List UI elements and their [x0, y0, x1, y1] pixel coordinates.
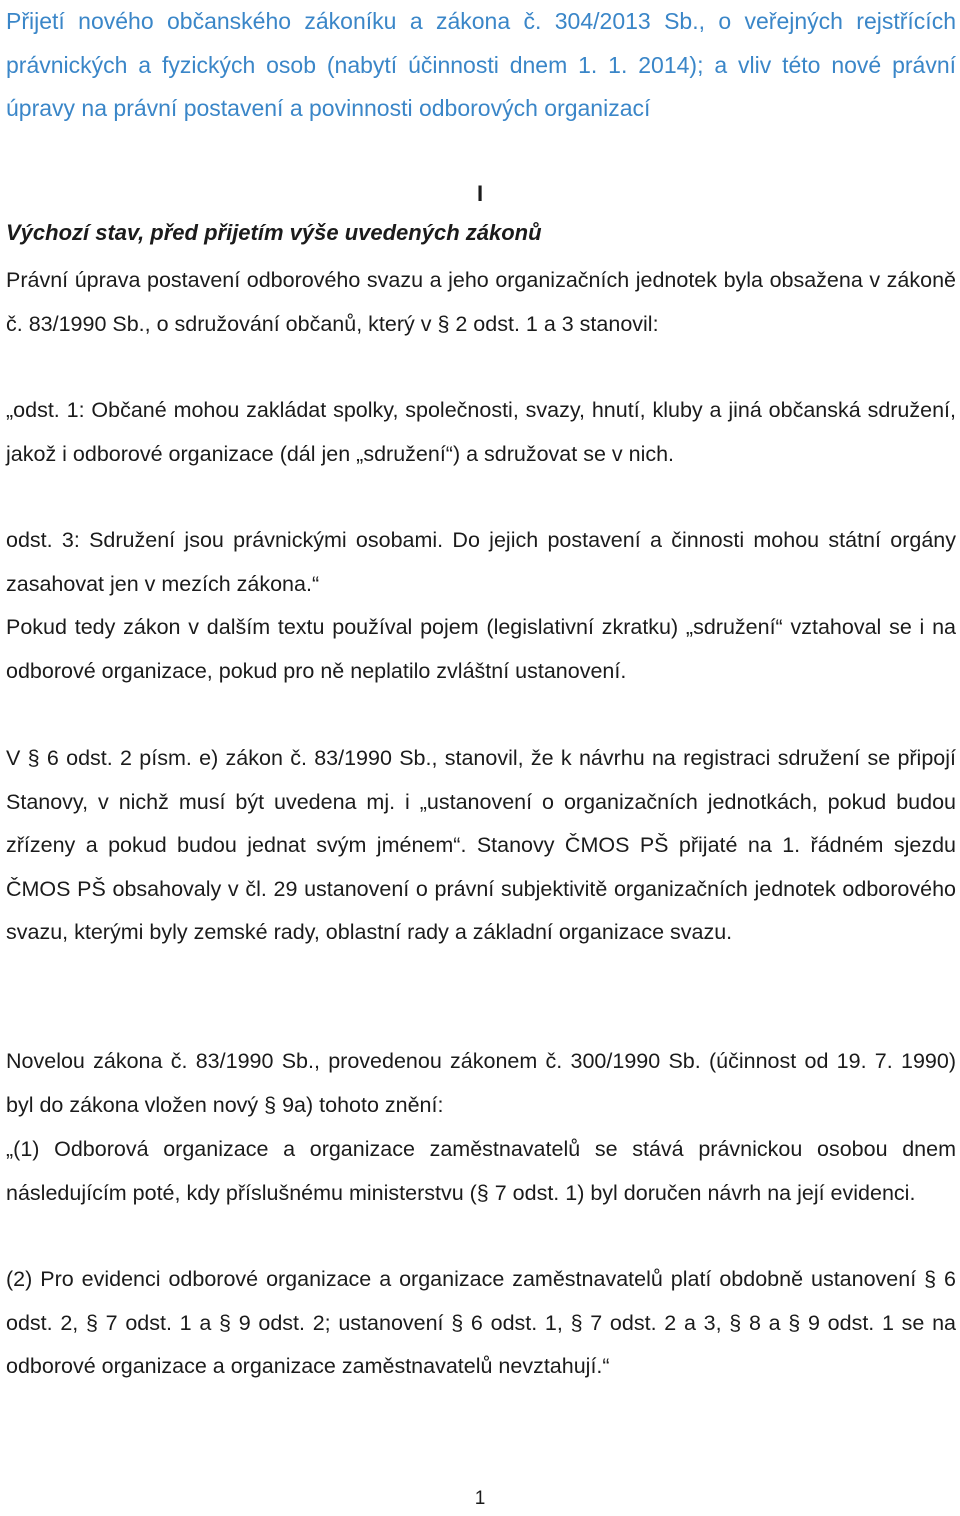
paragraph-quote-9a-2: (2) Pro evidenci odborové organizace a organizace zaměstnavatelů platí obdobně ustanovení § 6 odst. 2, § 7 odst. 1 a § 9 odst. 2; ustanovení § 6 odst. 1, § 7 odst. 2 a 3, § 8 a § 9 odst. 1 se na odborové organizace a organizace zaměstnavatelů nevztahují.“	[6, 1267, 956, 1378]
paragraph-quote-9a-1: „(1) Odborová organizace a organizace zaměstnavatelů se stává právnickou osobou dnem následujícím poté, kdy příslušnému ministerstvu (§ 7 odst. 1) byl doručen návrh na její evidenci.	[6, 1137, 956, 1205]
paragraph-legislative-abbreviation: Pokud tedy zákon v dalším textu používal pojem (legislativní zkratku) „sdružení“ vztahoval se i na odborové organizace, pokud pro ně neplatilo zvláštní ustanovení.	[6, 615, 956, 683]
section-number: I	[476, 181, 484, 206]
paragraph-quote-odst-1: „odst. 1: Občané mohou zakládat spolky, společnosti, svazy, hnutí, kluby a jiná občanská sdružení, jakož i odborové organizace (dál jen „sdružení“) a sdružovat se v nich.	[6, 398, 956, 466]
paragraph-registration: V § 6 odst. 2 písm. e) zákon č. 83/1990 Sb., stanovil, že k návrhu na registraci sdružení se připojí Stanovy, v nichž musí být uvedena mj. i „ustanovení o organizačních jednotkách, pokud budou zřízeny a pokud budou jednat svým jménem“. Stanovy ČMOS PŠ přijaté na 1. řádném sjezdu ČMOS PŠ obsahovaly v čl. 29 ustanovení o právní subjektivitě organizačních jednotek odborového svazu, kterými byly zemské rady, oblastní rady a základní organizace svazu.	[6, 746, 956, 944]
paragraph-amendment: Novelou zákona č. 83/1990 Sb., provedenou zákonem č. 300/1990 Sb. (účinnost od 19. 7. 1990) byl do zákona vložen nový § 9a) tohoto znění:	[6, 1049, 956, 1117]
paragraph-quote-odst-3: odst. 3: Sdružení jsou právnickými osobami. Do jejich postavení a činnosti mohou státní orgány zasahovat jen v mezích zákona.“	[6, 528, 956, 596]
document-title: Přijetí nového občanského zákoníku a zákona č. 304/2013 Sb., o veřejných rejstřících právnických a fyzických osob (nabytí účinnosti dnem 1. 1. 2014); a vliv této nové právní úpravy na právní postavení a povinnosti odborových organizací	[6, 8, 956, 121]
section-heading: Výchozí stav, před přijetím výše uvedených zákonů	[6, 220, 542, 245]
paragraph-intro: Právní úprava postavení odborového svazu a jeho organizačních jednotek byla obsažena v zákoně č. 83/1990 Sb., o sdružování občanů, který v § 2 odst. 1 a 3 stanovil:	[6, 268, 956, 336]
page-number: 1	[474, 1488, 486, 1509]
